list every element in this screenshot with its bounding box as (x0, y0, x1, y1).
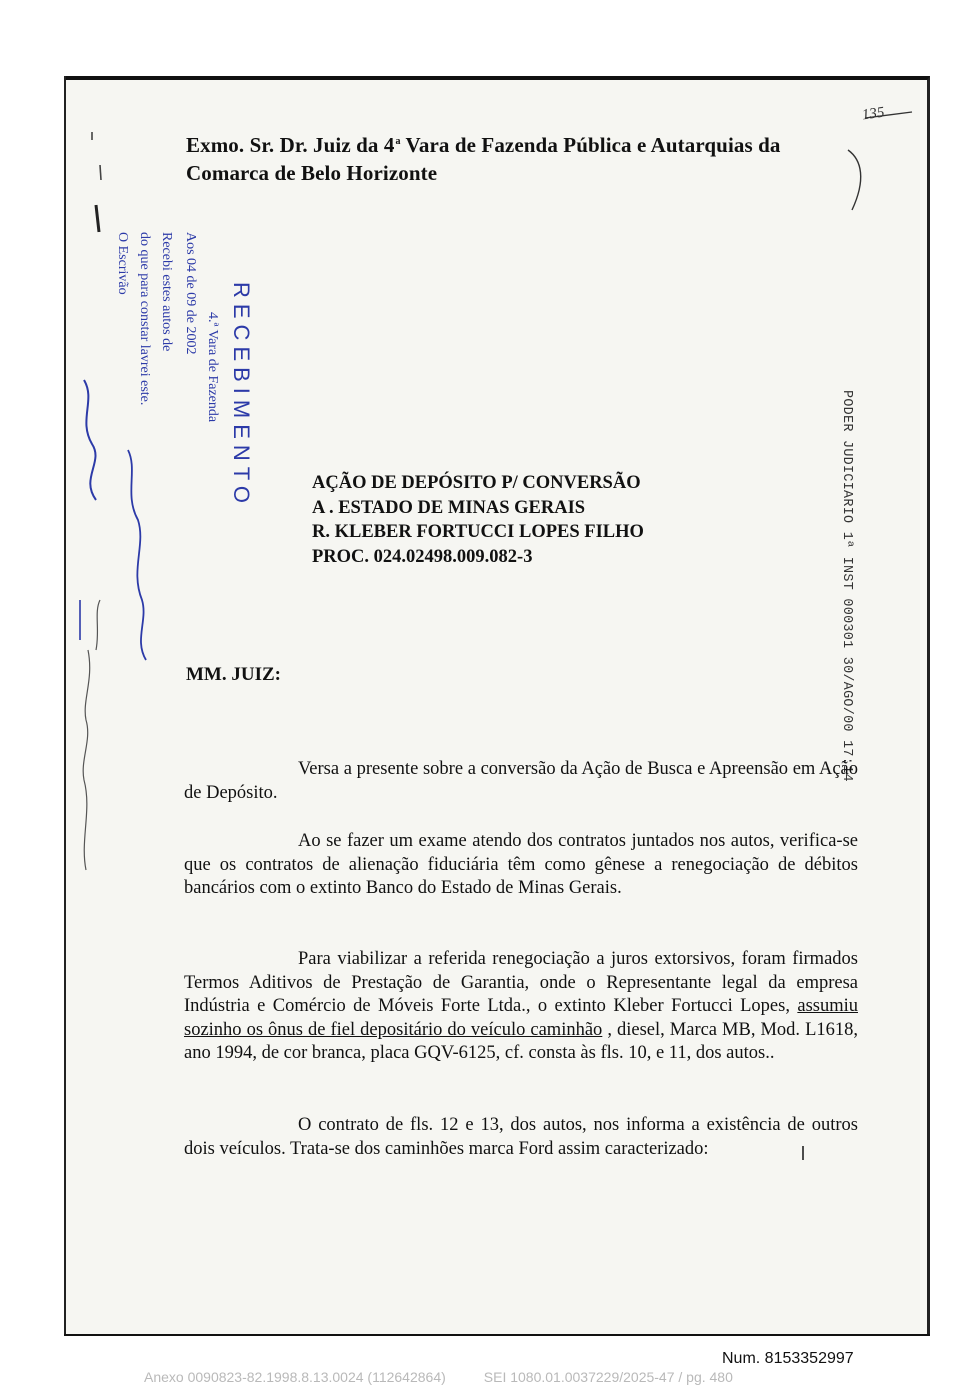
document-number: Num. 8153352997 (722, 1350, 854, 1367)
case-plaintiff: A . ESTADO DE MINAS GERAIS (312, 497, 586, 518)
protocol-stamp-text: PODER JUDICIARIO 1ª INST 000301 30/AGO/00 17:14 (839, 390, 854, 782)
heading-ordinal: a (395, 136, 401, 147)
footer-metadata (144, 1369, 733, 1385)
stamp-record-line: do que para constar lavrei este. (137, 232, 152, 406)
footer-sei: SEI 1080.01.0037229/2025-47 / pg. 480 (483, 1369, 733, 1385)
paragraph-3-text-end: , diesel, Marca MB, Mod. L1618, ano 1994, de cor branca, placa GQV-6125, cf. consta às fls. 10, e 11, dos autos.. (184, 1019, 858, 1064)
heading-line2: Comarca de Belo Horizonte (186, 161, 438, 185)
paragraph-2-text: Ao se fazer um exame atendo dos contratos juntados nos autos, verifica-se que os contratos de alienação fiduciária têm como gênese a renegociação de débitos bancários com o extinto Banco do Estado de Minas Gerais. (184, 831, 858, 899)
case-header (312, 471, 644, 569)
recebimento-stamp (58, 232, 258, 602)
stamp-title: RECEBIMENTO (229, 282, 254, 509)
paragraph-3 (184, 948, 858, 1066)
case-action: AÇÃO DE DEPÓSITO P/ CONVERSÃO (312, 473, 641, 493)
paragraph-1-text: Versa a presente sobre a conversão da Ação de Busca e Apreensão em Ação de Depósito. (184, 759, 858, 803)
heading-line1-end: Vara de Fazenda Pública e Autarquias da (400, 133, 781, 157)
paragraph-4-text: O contrato de fls. 12 e 13, dos autos, nos informa a existência de outros dois veículos. Trata-se dos caminhões marca Ford assim caracterizado: (184, 1115, 858, 1159)
paragraph-3-underlined: assumiu sozinho os ônus de fiel depositário do veículo caminhão (184, 996, 858, 1040)
paragraph-1 (184, 758, 858, 805)
paragraph-4 (184, 1114, 858, 1161)
salutation: MM. JUIZ: (186, 664, 281, 685)
case-defendant: R. KLEBER FORTUCCI LOPES FILHO (312, 522, 644, 542)
heading-line1-start: Exmo. Sr. Dr. Juiz da 4 (186, 133, 395, 157)
stamp-received-line: Recebi estes autos de (159, 232, 174, 352)
paragraph-2 (184, 830, 858, 901)
paragraph-3-text-start: Para viabilizar a referida renegociação a juros extorsivos, foram firmados Termos Aditivos de Prestação de Garantia, onde o Representante legal da empresa Indústria e Comércio de Móveis Forte Ltda., o extinto Kleber Fortucci Lopes, (184, 949, 858, 1017)
stamp-clerk-line: O Escrivão (115, 232, 130, 295)
stamp-subtitle: 4.ª Vara de Fazenda (205, 312, 220, 423)
stamp-date-line: Aos 04 de 09 de 2002 (183, 232, 198, 355)
scan-bottom-border (64, 1334, 930, 1336)
case-process-number: PROC. 024.02498.009.082-3 (312, 546, 533, 567)
protocol-stamp (832, 390, 854, 782)
handwritten-page-number: 135 (860, 104, 886, 124)
footer-annex: Anexo 0090823-82.1998.8.13.0024 (112642864) (144, 1369, 446, 1385)
document-heading (186, 128, 876, 187)
